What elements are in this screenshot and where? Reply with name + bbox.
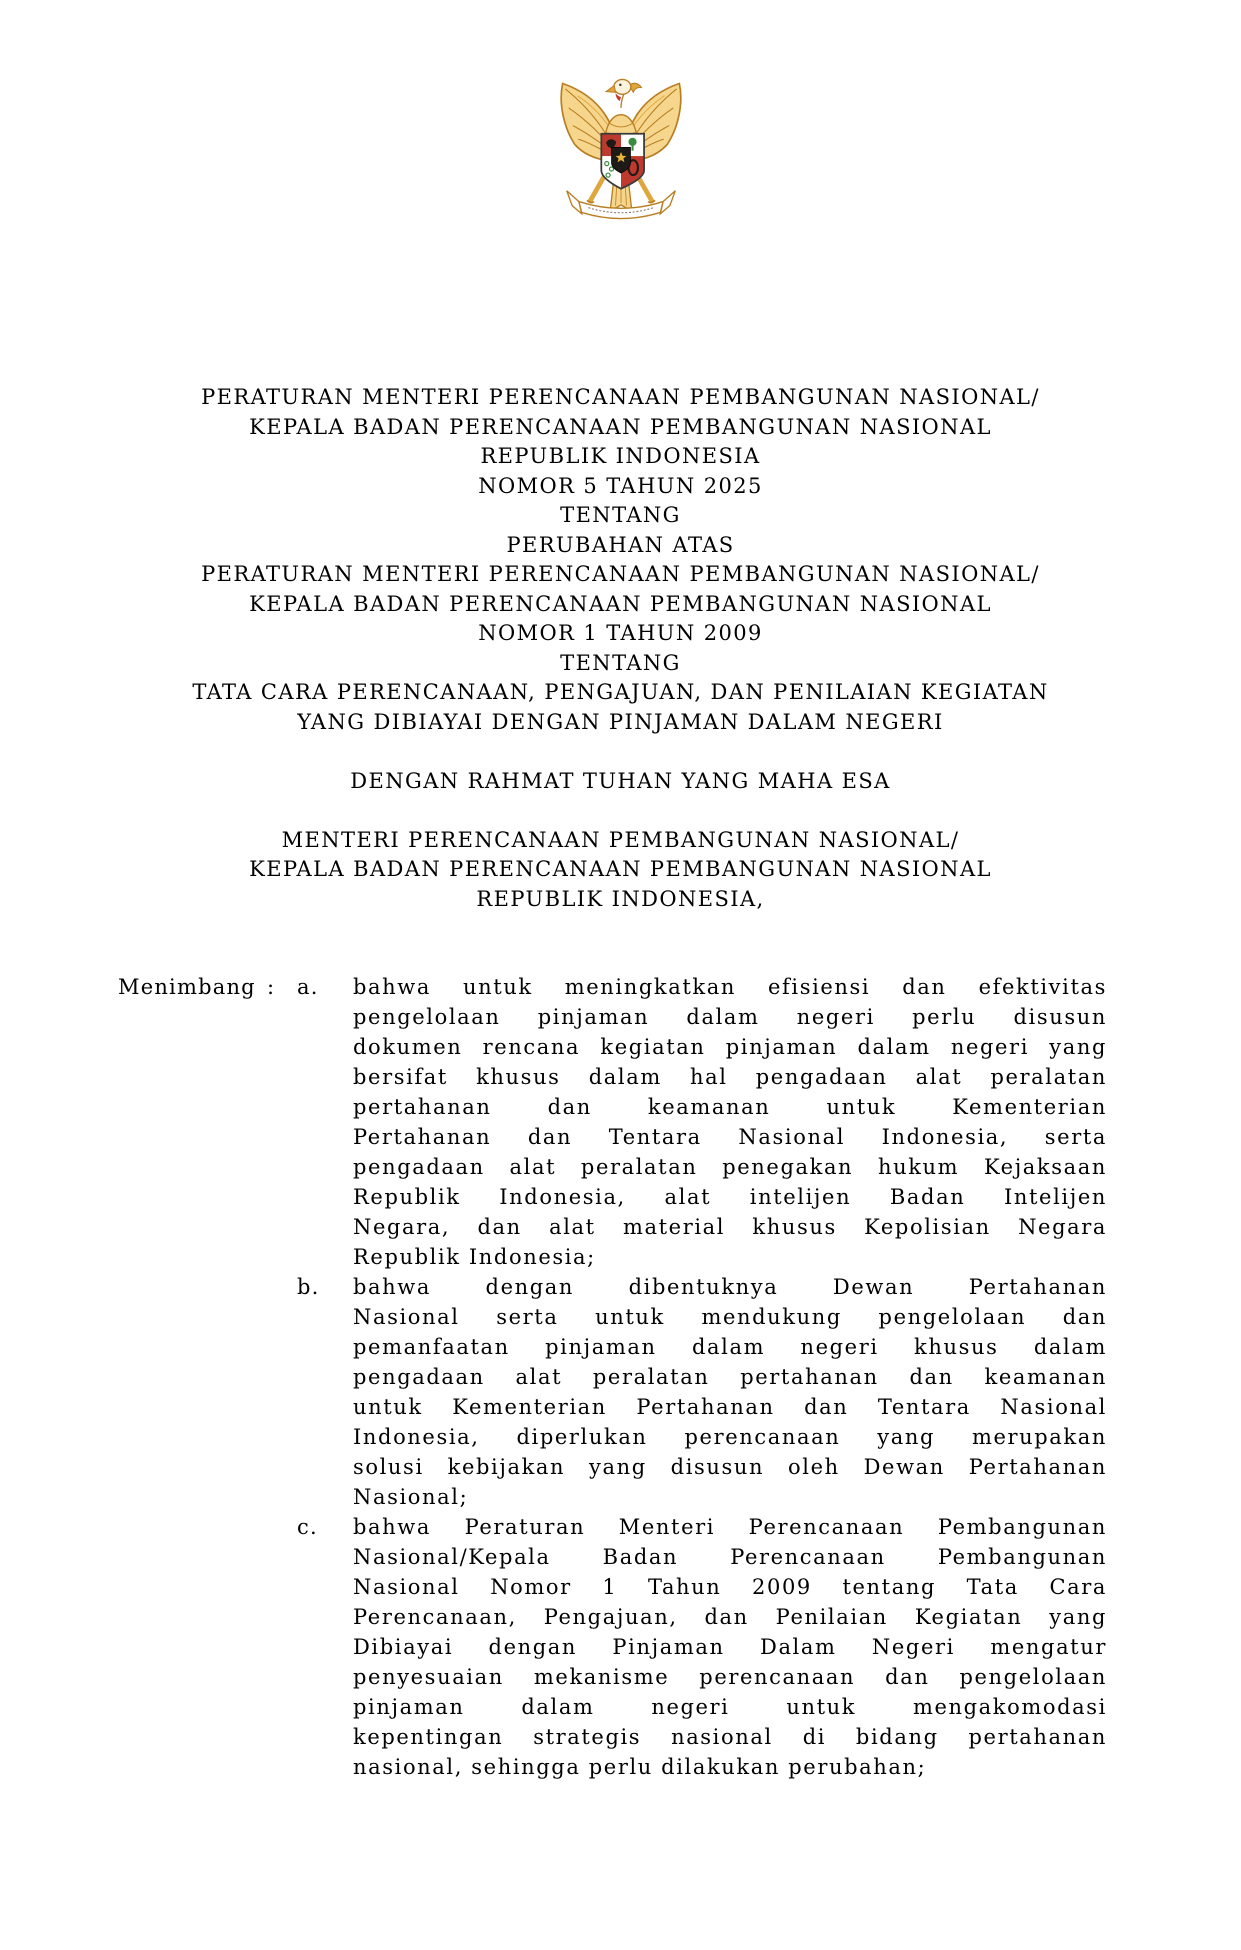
consideration-item-c — [353, 1512, 1107, 1782]
text-line: TENTANG — [560, 650, 681, 675]
consideration-letter-c: c. — [297, 1515, 318, 1539]
text-line: pengadaan alat peralatan pertahanan dan keamanan — [353, 1365, 1107, 1389]
text-line: bahwa Peraturan Menteri Perencanaan Pembangunan — [353, 1515, 1107, 1539]
pancasila-shield — [601, 134, 644, 190]
text-line: Nasional; — [353, 1485, 469, 1509]
consideration-item-b — [353, 1272, 1107, 1512]
consideration-item-a — [353, 972, 1107, 1272]
issuer-title — [0, 826, 1241, 915]
text-line: pertahanan dan keamanan untuk Kementerian — [353, 1095, 1107, 1119]
text-line: pengadaan alat peralatan penegakan hukum Kejaksaan — [353, 1155, 1107, 1179]
considerations-colon: : — [267, 975, 275, 999]
text-line: NOMOR 5 TAHUN 2025 — [478, 473, 763, 498]
text-line: MENTERI PERENCANAAN PEMBANGUNAN NASIONAL/ — [281, 827, 960, 852]
text-line: Nasional serta untuk mendukung pengelolaan dan — [353, 1305, 1107, 1329]
text-line: KEPALA BADAN PERENCANAAN PEMBANGUNAN NASIONAL — [249, 857, 992, 881]
text-line: Republik Indonesia, alat intelijen Badan Intelijen — [353, 1185, 1107, 1209]
text-line: dokumen rencana kegiatan pinjaman dalam negeri yang — [353, 1035, 1107, 1059]
text-line: YANG DIBIAYAI DENGAN PINJAMAN DALAM NEGERI — [297, 709, 944, 734]
text-line: Nasional Nomor 1 Tahun 2009 tentang Tata Cara — [353, 1575, 1107, 1599]
text-line: pinjaman dalam negeri untuk mengakomodasi — [353, 1695, 1107, 1719]
text-line: bahwa untuk meningkatkan efisiensi dan efektivitas — [353, 975, 1107, 999]
text-line: penyesuaian mekanisme perencanaan dan pengelolaan — [353, 1665, 1107, 1689]
garuda-pancasila-emblem — [551, 74, 691, 226]
text-line: TATA CARA PERENCANAAN, PENGAJUAN, DAN PENILAIAN KEGIATAN — [192, 680, 1049, 704]
text-line: bahwa dengan dibentuknya Dewan Pertahanan — [353, 1275, 1107, 1299]
consideration-letter-b: b. — [297, 1275, 320, 1299]
text-line: nasional, sehingga perlu dilakukan perubahan; — [353, 1755, 927, 1779]
text-line: PERUBAHAN ATAS — [506, 532, 735, 557]
text-line: pengelolaan pinjaman dalam negeri perlu disusun — [353, 1005, 1107, 1029]
text-line: Republik Indonesia; — [353, 1245, 596, 1269]
text-line: REPUBLIK INDONESIA — [480, 444, 761, 468]
considerations-section — [0, 972, 1241, 1782]
text-line: Perencanaan, Pengajuan, dan Penilaian Kegiatan yang — [353, 1605, 1107, 1629]
text-line: KEPALA BADAN PERENCANAAN PEMBANGUNAN NASIONAL — [249, 414, 992, 439]
text-line: solusi kebijakan yang disusun oleh Dewan Pertahanan — [353, 1455, 1107, 1479]
text-line: kepentingan strategis nasional di bidang pertahanan — [353, 1725, 1107, 1749]
considerations-label: Menimbang — [118, 975, 256, 999]
text-line: TENTANG — [560, 503, 681, 527]
eagle-head — [606, 79, 641, 108]
text-line: Nasional/Kepala Badan Perencanaan Pembangunan — [353, 1545, 1107, 1569]
text-line: Negara, dan alat material khusus Kepolisian Negara — [353, 1215, 1107, 1239]
invocation-line: DENGAN RAHMAT TUHAN YANG MAHA ESA — [350, 769, 891, 793]
garuda-pancasila-svg — [551, 74, 691, 226]
text-line: PERATURAN MENTERI PERENCANAAN PEMBANGUNAN NASIONAL/ — [201, 385, 1040, 409]
text-line: Dibiayai dengan Pinjaman Dalam Negeri mengatur — [353, 1635, 1107, 1659]
text-line: untuk Kementerian Pertahanan dan Tentara Nasional — [353, 1395, 1107, 1419]
text-line: NOMOR 1 TAHUN 2009 — [478, 621, 763, 645]
text-line: bersifat khusus dalam hal pengadaan alat peralatan — [353, 1065, 1107, 1089]
text-line: Indonesia, diperlukan perencanaan yang merupakan — [353, 1425, 1107, 1449]
document-title — [0, 383, 1241, 737]
consideration-letter-a: a. — [297, 975, 319, 999]
text-line: Pertahanan dan Tentara Nasional Indonesia, serta — [353, 1125, 1107, 1149]
text-line: KEPALA BADAN PERENCANAAN PEMBANGUNAN NASIONAL — [249, 591, 992, 616]
text-line: REPUBLIK INDONESIA, — [476, 886, 765, 911]
text-line: PERATURAN MENTERI PERENCANAAN PEMBANGUNAN NASIONAL/ — [201, 562, 1040, 586]
text-line: pemanfaatan pinjaman dalam negeri khusus dalam — [353, 1335, 1107, 1359]
